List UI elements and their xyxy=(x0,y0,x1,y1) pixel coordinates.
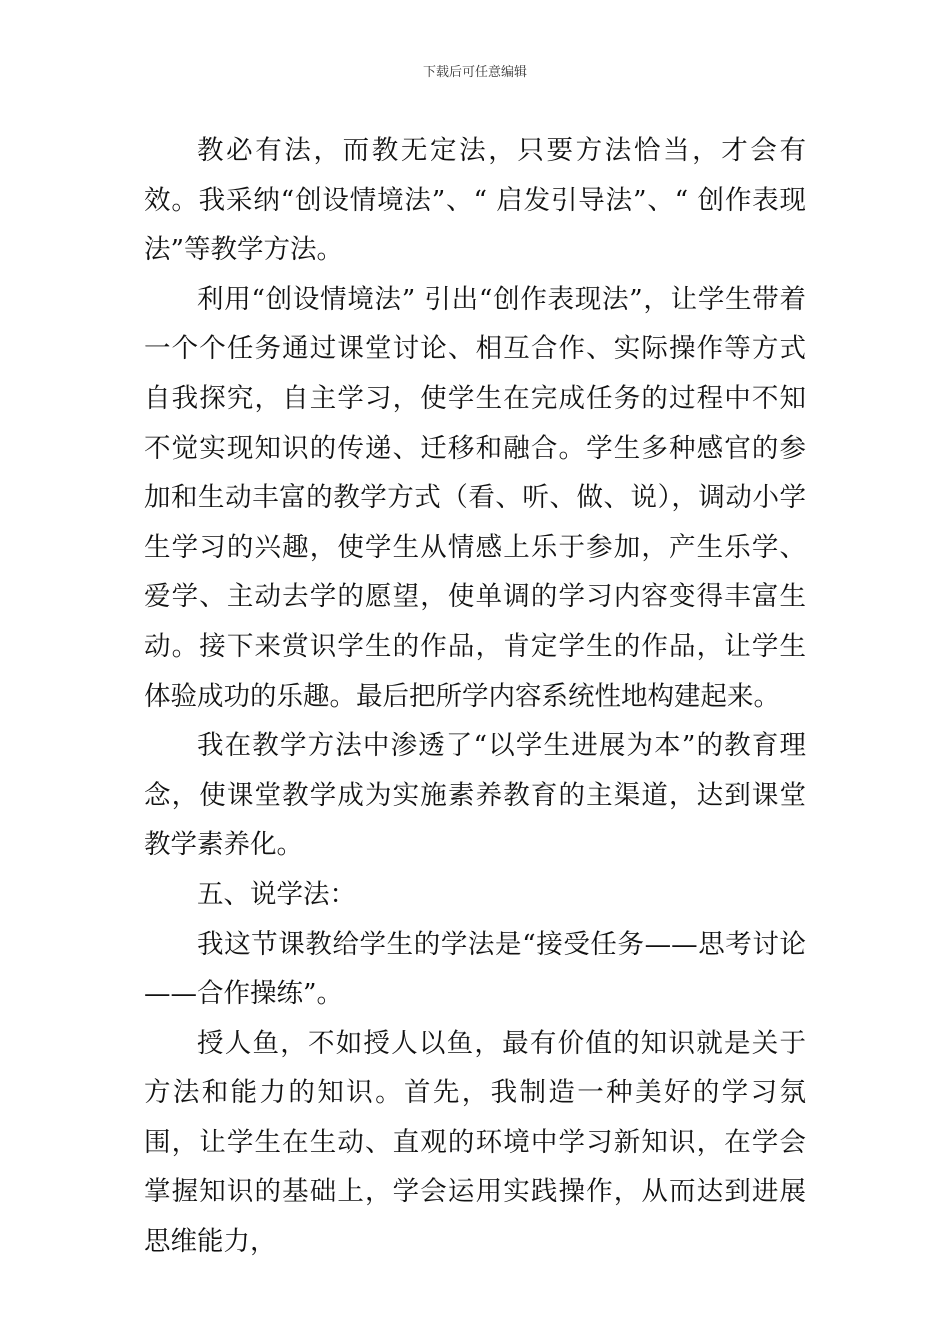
paragraph-learning-method: 我这节课教给学生的学法是“接受任务——思考讨论——合作操练”。 xyxy=(144,928,806,1010)
page-header: 下载后可任意编辑 xyxy=(422,65,527,80)
paragraph-teaching-methods: 教必有法，而教无定法，只要方法恰当，才会有效。我采纳“创设情境法”、“ 启发引导法”、“ 创作表现法”等教学方法。 xyxy=(144,135,806,266)
document-body xyxy=(144,126,806,1267)
section-heading-learning-methods: 五、说学法： xyxy=(197,878,356,910)
paragraph-student-centered: 我在教学方法中渗透了“以学生进展为本”的教育理念，使课堂教学成为实施素养教育的主渠道，达到课堂教学素养化。 xyxy=(144,730,806,861)
paragraph-situational-method: 利用“创设情境法” 引出“创作表现法”，让学生带着一个个任务通过课堂讨论、相互合作、实际操作等方式自我探究，自主学习，使学生在完成任务的过程中不知不觉实现知识的传递、迁移和融合。学生多种感官的参加和生动丰富的教学方式（看、听、做、说），调动小学生学习的兴趣，使学生从情感上乐于参加，产生乐学、爱学、主动去学的愿望，使单调的学习内容变得丰富生动。接下来赏识学生的作品，肯定学生的作品，让学生体验成功的乐趣。最后把所学内容系统性地构建起来。 xyxy=(144,283,806,712)
paragraph-method-ability: 授人鱼，不如授人以鱼，最有价值的知识就是关于方法和能力的知识。首先，我制造一种美好的学习氛围，让学生在生动、直观的环境中学习新知识，在学会掌握知识的基础上，学会运用实践操作，从而达到进展思维能力， xyxy=(144,1027,806,1258)
